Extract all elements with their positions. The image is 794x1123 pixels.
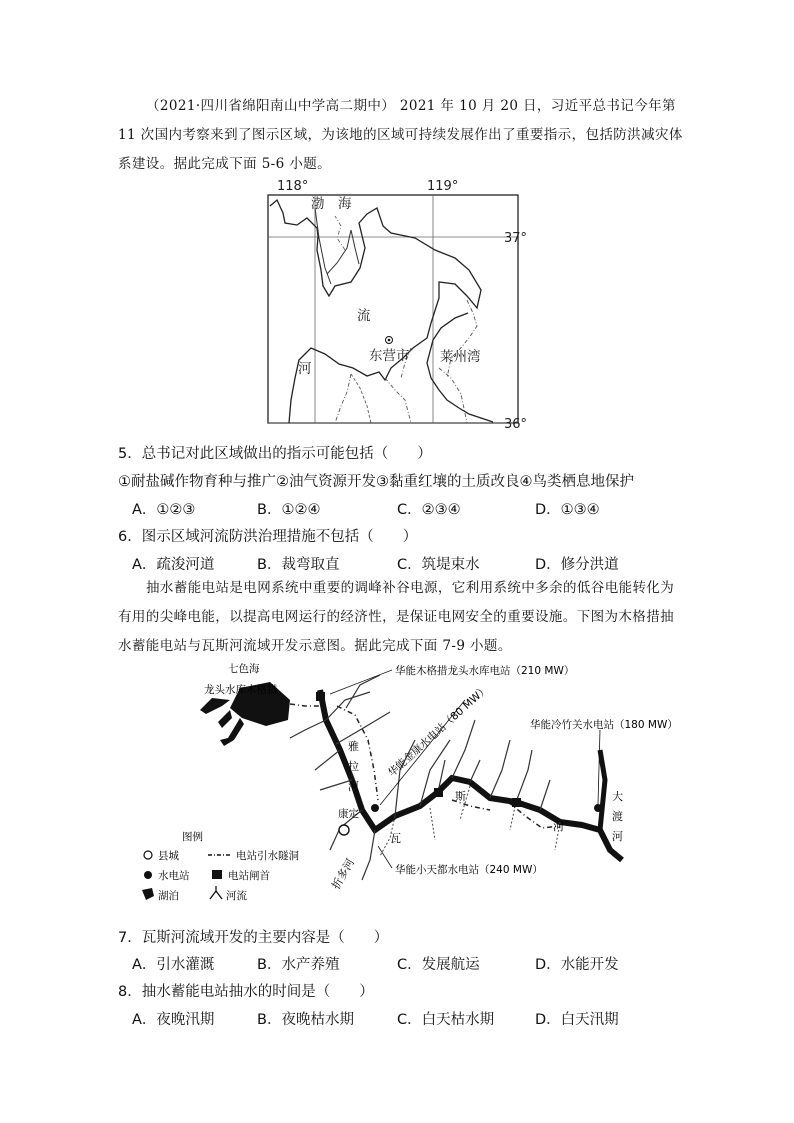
q5-option-b[interactable]: B．①②④ — [257, 502, 321, 518]
q7-option-b[interactable]: B．水产养殖 — [257, 957, 340, 973]
legend-county: 县城 — [158, 850, 179, 862]
q7-option-d[interactable]: D．水能开发 — [535, 957, 619, 973]
county-icon — [339, 825, 349, 835]
legend-station: 水电站 — [158, 870, 190, 882]
q6-option-b[interactable]: B．裁弯取直 — [257, 557, 340, 573]
q5-items: ①耐盐碱作物育种与推广②油气资源开发③黏重红壤的土质改良④鸟类栖息地保护 — [118, 474, 634, 490]
label-station-4: 华能小天都水电站（240 MW） — [395, 864, 543, 876]
q6-option-c[interactable]: C．筑堤束水 — [397, 557, 480, 573]
label-station-1: 华能木格措龙头水库电站（210 MW） — [395, 665, 575, 677]
river-label-1: 流 — [357, 308, 371, 324]
label-dadu-2: 渡 — [612, 810, 623, 823]
q5-option-d[interactable]: D．①③④ — [535, 502, 600, 518]
lon-119: 119° — [427, 179, 459, 194]
city-label: 东营市 — [369, 348, 410, 364]
q8-option-d[interactable]: D．白天汛期 — [535, 1012, 619, 1028]
legend-lake: 湖泊 — [158, 890, 179, 902]
q6-option-a[interactable]: A．疏浚河道 — [132, 557, 215, 573]
q6-option-d[interactable]: D．修分洪道 — [535, 557, 619, 573]
gate-icon — [316, 692, 325, 701]
bay-label: 莱州湾 — [440, 349, 481, 365]
intro-passage-2: 抽水蓄能电站是电网系统中重要的调峰补谷电源，它利用系统中多余的低谷电能转化为有用的尖峰电能，以提高电网运行的经济性，是保证电网安全的重要设施。下图为木格措抽水蓄能电站与瓦斯河流域开发示意图。据此完成下面 7-9 小题。 — [118, 580, 675, 654]
sea-label: 渤 海 — [311, 196, 352, 212]
label-ya: 雅 — [348, 740, 359, 753]
lon-118: 118° — [277, 179, 309, 194]
q8-option-b[interactable]: B．夜晚枯水期 — [257, 1012, 354, 1028]
q8-option-a[interactable]: A．夜晚汛期 — [132, 1012, 215, 1028]
label-zheduo: 折多河 — [329, 856, 358, 892]
lat-37: 37° — [504, 231, 528, 246]
q8-stem: 8．抽水蓄能电站抽水的时间是（ ） — [118, 984, 374, 1000]
legend-gate: 电站闸首 — [228, 870, 270, 882]
label-kangding: 康定 — [338, 808, 359, 820]
q5-option-c[interactable]: C．②③④ — [397, 502, 461, 518]
q8-option-c[interactable]: C．白天枯水期 — [397, 1012, 495, 1028]
q7-option-c[interactable]: C．发展航运 — [397, 957, 480, 973]
label-dadu-3: 河 — [612, 830, 623, 843]
q5-option-a[interactable]: A．①②③ — [132, 502, 196, 518]
label-dadu-1: 大 — [612, 790, 623, 803]
q7-stem: 7．瓦斯河流域开发的主要内容是（ ） — [118, 930, 389, 946]
label-station-2: 华能金康水电站（80 MW） — [385, 682, 492, 780]
q5-stem: 5．总书记对此区域做出的指示可能包括（ ） — [118, 446, 432, 462]
label-he2: 河 — [553, 820, 564, 833]
map-dongying — [255, 178, 535, 432]
label-longtou: 龙头水库木格措 — [204, 684, 278, 696]
label-station-3: 华能冷竹关水电站（180 MW） — [530, 719, 678, 731]
label-wa: 瓦 — [390, 832, 401, 845]
lat-36: 36° — [504, 417, 528, 432]
legend-river: 河流 — [226, 890, 247, 902]
q7-option-a[interactable]: A．引水灌溉 — [132, 957, 215, 973]
intro-passage-1: （2021·四川省绵阳南山中学高二期中） 2021 年 10 月 20 日，习近平总书记今年第 11 次国内考察来到了图示区域，为该地的区域可持续发展作出了重要指示，包括防洪减灾体系建设。据此完成下面 5-6 小题。 — [118, 98, 683, 172]
label-la: 拉 — [348, 760, 359, 773]
river-label-2: 河 — [298, 361, 312, 377]
label-qisehai: 七色海 — [228, 663, 260, 675]
legend-title: 图例 — [182, 831, 203, 843]
label-he: 河 — [348, 780, 359, 793]
legend-tunnel: 电站引水隧洞 — [236, 850, 299, 862]
label-si: 斯 — [455, 790, 466, 803]
station-icon — [371, 804, 379, 812]
map-wasi-river — [130, 660, 678, 905]
q6-stem: 6．图示区域河流防洪治理措施不包括（ ） — [118, 529, 418, 545]
